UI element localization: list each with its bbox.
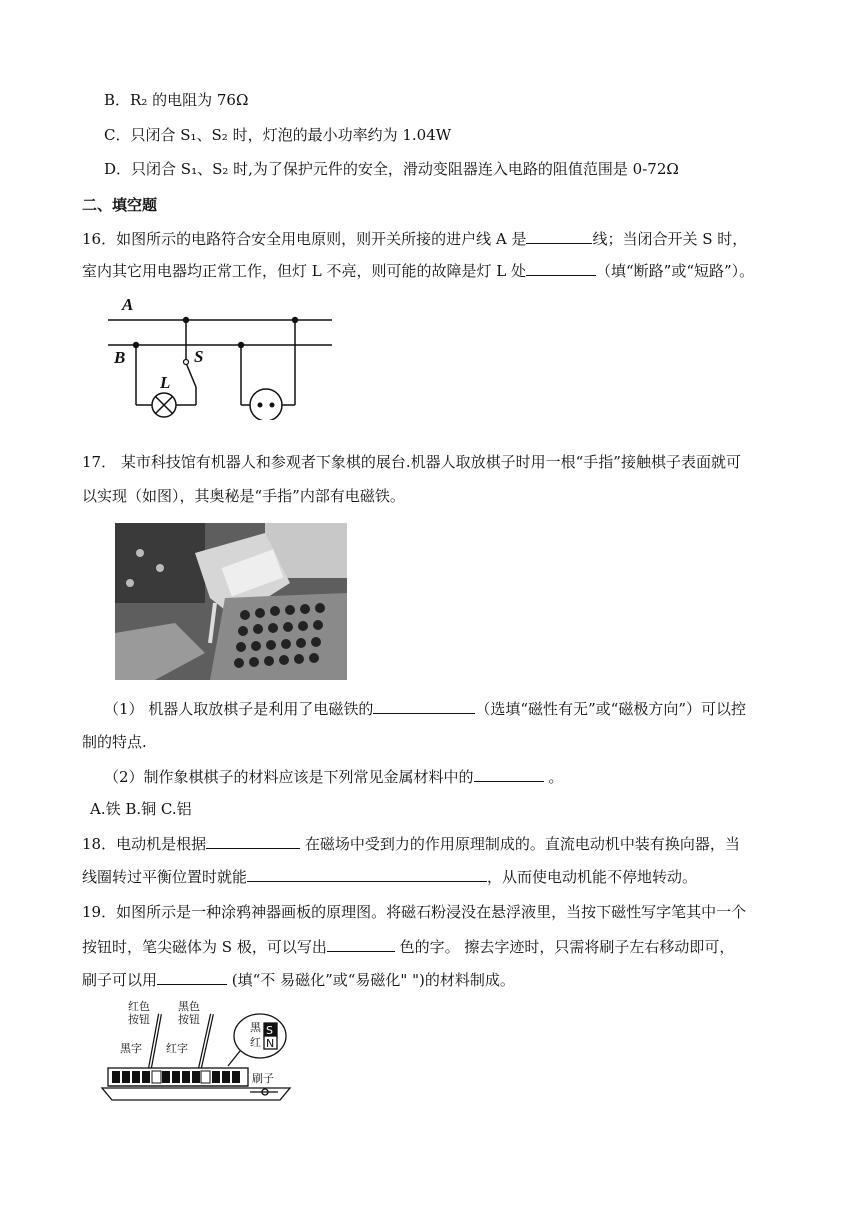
q17-blank-2[interactable] [474, 766, 544, 782]
q18-text: 在磁场中受到力的作用原理制成的。直流电动机中装有换向器，当 [300, 835, 740, 853]
red-zone-label: 红 [250, 1036, 261, 1049]
q18-blank-2[interactable] [247, 866, 487, 882]
q18-blank-1[interactable] [206, 833, 300, 849]
robot-chess-photo [115, 523, 347, 680]
q16-text: 线；当闭合开关 S 时， [592, 230, 748, 248]
s-pole-label: S [266, 1024, 273, 1037]
q18-line2 [82, 866, 697, 887]
q16-line2 [82, 260, 754, 281]
q16-text: 16．如图所示的电路符合安全用电原则，则开关所接的进户线 A 是 [82, 230, 527, 248]
option-c: C．只闭合 S₁、S₂ 时，灯泡的最小功率约为 1.04W [104, 126, 452, 144]
q19-text: 色的字。 擦去字迹时，只需将刷子左右移动即可， [394, 938, 735, 956]
q18-text: 18．电动机是根据 [82, 835, 207, 853]
n-pole-label: N [266, 1037, 275, 1050]
red-button-label-2: 按钮 [128, 1013, 150, 1026]
black-button-label-2: 按钮 [178, 1013, 200, 1026]
q17-text: 。 [543, 768, 564, 786]
q19-blank-2[interactable] [157, 969, 227, 985]
q16-circuit-diagram [100, 290, 340, 420]
q19-text: (填“不 易磁化”或“易磁化" ")的材料制成。 [227, 971, 515, 989]
q17-text: （选填“磁性有无”或“磁极方向”）可以控 [475, 700, 747, 718]
red-text-label: 红字 [166, 1042, 188, 1055]
black-text-label: 黑字 [120, 1042, 142, 1055]
option-b: B．R₂ 的电阻为 76Ω [104, 91, 249, 109]
label-l: L [160, 373, 171, 392]
q16-text: 室内其它用电器均正常工作，但灯 L 不亮，则可能的故障是灯 L 处 [82, 262, 526, 280]
label-a: A [122, 295, 134, 314]
q17-part1 [104, 698, 746, 719]
q19-line3 [82, 969, 515, 990]
q19-line2 [82, 936, 734, 957]
q19-line1: 19．如图所示是一种涂鸦神器画板的原理图。将磁石粉浸没在悬浮液里，当按下磁性写字笔其中一个 [82, 903, 747, 921]
q18-text: ，从而使电动机能不停地转动。 [487, 868, 698, 886]
q16-text: （填“断路”或“短路”）。 [596, 262, 755, 280]
q17-part2 [104, 766, 563, 787]
q19-blank-1[interactable] [327, 936, 395, 952]
q17-line2: 以实现（如图），其奥秘是“手指”内部有电磁铁。 [82, 487, 405, 505]
label-s: S [194, 347, 204, 366]
q17-blank-1[interactable] [373, 698, 475, 714]
robot-chess-image [115, 523, 347, 680]
q18-text: 线圈转过平衡位置时就能 [82, 868, 248, 886]
q17-text: （1） 机器人取放棋子是利用了电磁铁的 [104, 700, 374, 718]
red-button-label-1: 红色 [128, 1000, 150, 1013]
brush-label: 刷子 [252, 1072, 274, 1085]
option-d: D．只闭合 S₁、S₂ 时,为了保护元件的安全，滑动变阻器连入电路的阻值范围是 0-72Ω [104, 160, 679, 178]
section-title: 二、填空题 [82, 196, 158, 214]
q19-text: 刷子可以用 [82, 971, 158, 989]
q19-drawing-board-diagram [100, 996, 305, 1108]
q17-part1-cont: 制的特点. [82, 733, 147, 751]
black-button-label-1: 黑色 [178, 1000, 200, 1013]
q17-text: （2）制作象棋棋子的材料应该是下列常见金属材料中的 [104, 768, 474, 786]
q18-line1 [82, 833, 740, 854]
q17-choices: A.铁 B.铜 C.铝 [90, 800, 192, 818]
label-b: B [114, 348, 126, 367]
black-zone-label: 黑 [250, 1021, 261, 1034]
q16-line1 [82, 228, 747, 249]
q16-blank-1[interactable] [526, 228, 592, 244]
q17-line1: 17． 某市科技馆有机器人和参观者下象棋的展台.机器人取放棋子时用一根“手指”接触棋子表面就可 [82, 453, 741, 471]
q19-text: 按钮时，笔尖磁体为 S 极，可以写出 [82, 938, 327, 956]
q16-blank-2[interactable] [526, 260, 596, 276]
